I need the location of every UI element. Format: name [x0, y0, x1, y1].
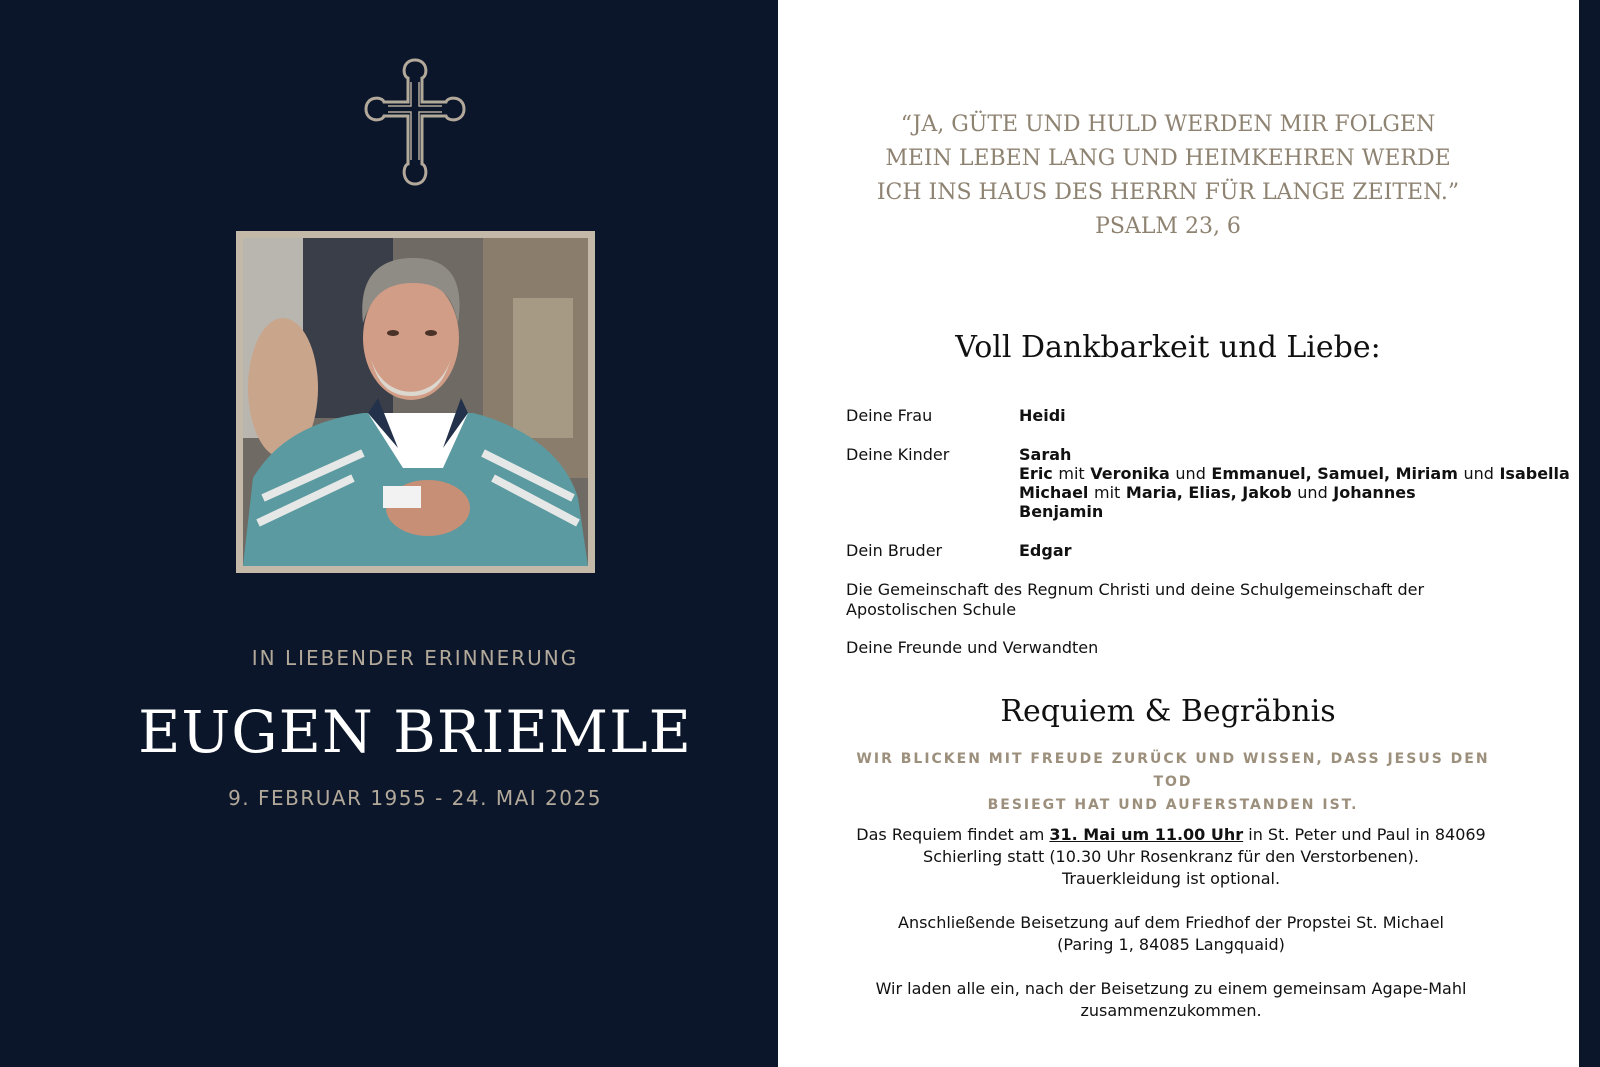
agape-line: Wir laden alle ein, nach der Beisetzung zu einem gemeinsam Agape-Mahl: [875, 979, 1467, 998]
faith-subtitle: [838, 748, 1508, 817]
right-edge-strip: [1579, 0, 1600, 1067]
burial-paragraph: [836, 912, 1506, 956]
requiem-title: Requiem & Begräbnis: [1000, 694, 1336, 729]
portrait-photo: [243, 238, 588, 566]
wife-name: Heidi: [1019, 406, 1066, 425]
child-line: [1019, 464, 1570, 483]
child-name: Michael: [1019, 483, 1089, 502]
quote-line: MEIN LEBEN LANG UND HEIMKEHREN WERDE: [885, 146, 1451, 171]
burial-line: (Paring 1, 84085 Langquaid): [1057, 935, 1285, 954]
memory-label: IN LIEBENDER ERINNERUNG: [251, 646, 579, 670]
left-panel: [0, 0, 778, 1067]
requiem-datetime: 31. Mai um 11.00 Uhr: [1049, 825, 1244, 844]
child-name: Benjamin: [1019, 502, 1104, 521]
child-name: Sarah: [1019, 445, 1072, 464]
child-line: [1019, 483, 1570, 502]
grandchildren-names: Maria, Elias, Jakob: [1125, 483, 1292, 502]
role-label: Deine Kinder: [846, 445, 950, 464]
children-names: [1019, 445, 1570, 521]
friends-text: Deine Freunde und Verwandten: [846, 638, 1099, 657]
partner-name: Veronika: [1090, 464, 1170, 483]
connector-text: und: [1463, 464, 1494, 483]
role-label: Deine Frau: [846, 406, 933, 425]
community-text: Die Gemeinschaft des Regnum Christi und deine Schulgemeinschaft der Apostolischen Schule: [846, 580, 1425, 619]
subtitle-line: WIR BLICKEN MIT FREUDE ZURÜCK UND WISSEN, DASS JESUS DEN TOD: [856, 751, 1490, 790]
thanks-title: Voll Dankbarkeit und Liebe:: [955, 330, 1381, 365]
agape-paragraph: [836, 978, 1506, 1022]
requiem-line: Schierling statt (10.30 Uhr Rosenkranz für den Verstorbenen).: [923, 847, 1419, 866]
portrait-frame: [236, 231, 595, 573]
family-row-wife: [846, 406, 1566, 425]
role-label: Dein Bruder: [846, 541, 943, 560]
brother-name: Edgar: [1019, 541, 1072, 560]
family-row-brother: [846, 541, 1566, 560]
life-dates: 9. FEBRUAR 1955 - 24. MAI 2025: [228, 786, 602, 810]
family-row-children: [846, 445, 1570, 521]
child-line: [1019, 445, 1570, 464]
requiem-paragraph: [836, 824, 1506, 890]
burial-line: Anschließende Beisetzung auf dem Friedhof der Propstei St. Michael: [898, 913, 1444, 932]
grandchild-name: Johannes: [1333, 483, 1416, 502]
deceased-name: EUGEN BRIEMLE: [138, 698, 692, 766]
connector-text: und: [1175, 464, 1206, 483]
subtitle-line: BESIEGT HAT UND AUFERSTANDEN IST.: [987, 797, 1359, 813]
requiem-pre: Das Requiem findet am: [856, 825, 1045, 844]
grandchildren-names: Emmanuel, Samuel, Miriam: [1211, 464, 1458, 483]
psalm-quote: [838, 108, 1498, 244]
quote-line: ICH INS HAUS DES HERRN FÜR LANGE ZEITEN.”: [876, 180, 1460, 205]
connector-text: und: [1297, 483, 1328, 502]
connector-text: mit: [1094, 483, 1121, 502]
grandchild-name: Isabella: [1499, 464, 1570, 483]
requiem-post: in St. Peter und Paul in 84069: [1248, 825, 1486, 844]
connector-text: mit: [1058, 464, 1085, 483]
service-info: [836, 824, 1506, 1044]
child-name: Eric: [1019, 464, 1053, 483]
quote-reference: PSALM 23, 6: [1095, 214, 1241, 239]
agape-line: zusammenzukommen.: [1080, 1001, 1262, 1020]
family-list: [846, 406, 1570, 676]
requiem-line: Trauerkleidung ist optional.: [1061, 869, 1281, 888]
quote-line: “JA, GÜTE UND HULD WERDEN MIR FOLGEN: [900, 112, 1436, 137]
right-panel: [778, 0, 1579, 1067]
child-line: [1019, 502, 1570, 521]
cross-icon: [362, 56, 468, 188]
